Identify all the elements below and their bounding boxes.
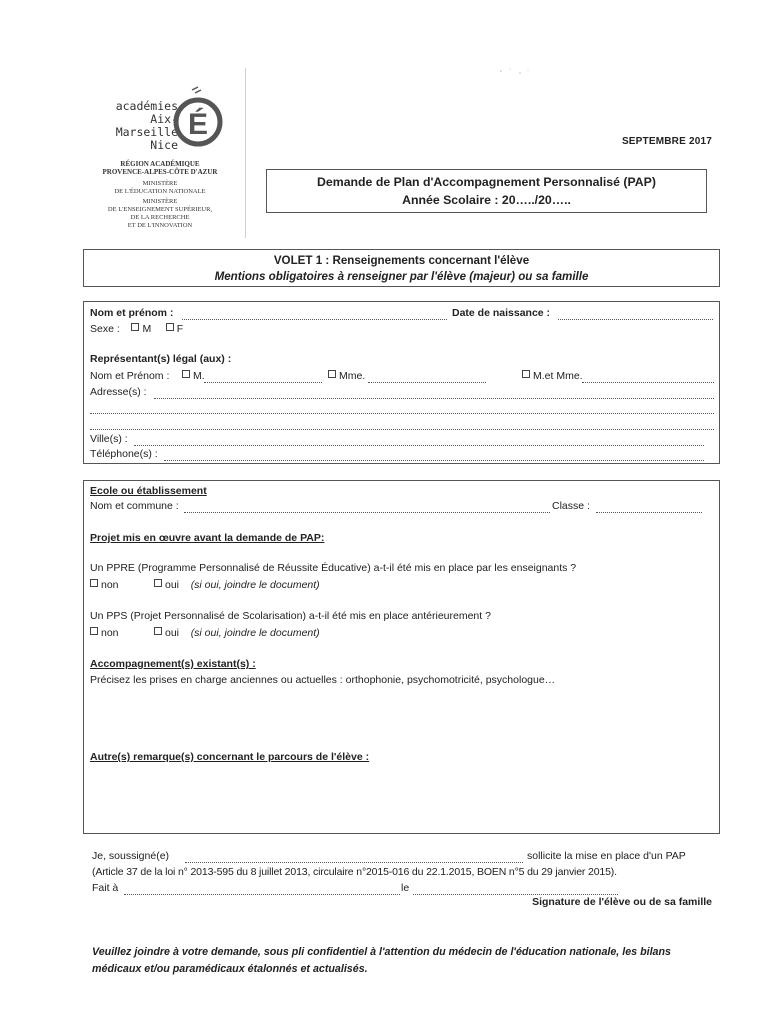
document-title: Demande de Plan d'Accompagnement Personnalisé (PAP) xyxy=(317,175,656,189)
school-section xyxy=(83,480,720,834)
remarks-answer-area[interactable] xyxy=(90,769,710,827)
support-text: Précisez les prises en charge anciennes ou actuelles : orthophonie, psychomotricité, psychologue… xyxy=(90,674,556,686)
ppre-yes-checkbox[interactable] xyxy=(154,579,162,587)
rep-mme-label: Mme. xyxy=(339,370,366,382)
sex-m-checkbox[interactable] xyxy=(131,323,139,331)
rep-mm-checkbox[interactable] xyxy=(522,370,530,378)
sex-f-checkbox[interactable] xyxy=(166,323,174,331)
phone-field[interactable] xyxy=(164,460,704,461)
address-label: Adresse(s) : xyxy=(90,386,147,398)
title-box xyxy=(266,169,707,213)
city-field[interactable] xyxy=(134,445,704,446)
rep-mm-field[interactable] xyxy=(582,382,714,383)
legal-reference: (Article 37 de la loi n° 2013-595 du 8 juillet 2013, circulaire n°2015-016 du 22.1.2015, BOEN n°5 du 29 janvier 2015). xyxy=(92,866,617,878)
volet-subtitle: Mentions obligatoires à renseigner par l'élève (majeur) ou sa famille xyxy=(214,270,589,283)
city-label: Ville(s) : xyxy=(90,433,128,445)
ministry-line-3: MINISTÈRE xyxy=(142,198,178,205)
logo-line-3: Nice xyxy=(150,138,178,152)
volet-header xyxy=(83,249,720,287)
signer-name-field[interactable] xyxy=(185,862,523,863)
projects-heading: Projet mis en œuvre avant la demande de PAP: xyxy=(90,532,325,544)
student-info-section xyxy=(83,301,720,464)
school-year: Année Scolaire : 20…../20….. xyxy=(402,193,571,207)
rep-mme-checkbox[interactable] xyxy=(328,370,336,378)
ppre-yes-label: oui xyxy=(165,579,180,591)
ppre-question: Un PPRE (Programme Personnalisé de Réussite Éducative) a-t-il été mis en place par les enseignants ? xyxy=(90,562,577,574)
support-answer-area[interactable] xyxy=(90,691,710,746)
rep-m-label: M. xyxy=(193,370,205,382)
address-field-3[interactable] xyxy=(90,429,714,430)
place-field[interactable] xyxy=(124,894,400,895)
phone-label: Téléphone(s) : xyxy=(90,448,158,460)
rep-m-checkbox[interactable] xyxy=(182,370,190,378)
rep-mm-label: M.et Mme. xyxy=(533,370,583,382)
ppre-yes-option xyxy=(154,579,320,591)
declaration-start: Je, soussigné(e) xyxy=(92,850,170,862)
place-label: Fait à xyxy=(92,882,119,894)
ppre-answers xyxy=(90,579,119,591)
rep-name-label: Nom et Prénom : xyxy=(90,370,170,382)
school-heading: Ecole ou établissement xyxy=(90,485,207,497)
rep-mme-field[interactable] xyxy=(368,382,486,383)
name-field[interactable] xyxy=(182,319,447,320)
rep-mme-option xyxy=(328,370,365,382)
pps-no-label: non xyxy=(101,627,119,639)
declaration-end: sollicite la mise en place d'un PAP xyxy=(527,850,686,862)
address-field-2[interactable] xyxy=(90,413,714,414)
rep-heading: Représentant(s) légal (aux) : xyxy=(90,353,232,365)
commune-field[interactable] xyxy=(184,512,550,513)
class-field[interactable] xyxy=(596,512,702,513)
remarks-heading: Autre(s) remarque(s) concernant le parcours de l'élève : xyxy=(90,751,370,763)
date-label: le xyxy=(401,882,410,894)
birth-field[interactable] xyxy=(558,319,713,320)
rep-m-option xyxy=(182,370,205,382)
ppre-no-label: non xyxy=(101,579,119,591)
region-line-2: PROVENCE-ALPES-CÔTE D'AZUR xyxy=(102,168,218,176)
pps-yes-label: oui xyxy=(165,627,180,639)
ministry-block xyxy=(80,160,240,230)
date-field[interactable] xyxy=(413,894,618,895)
pps-answers xyxy=(90,627,119,639)
class-label: Classe : xyxy=(552,500,590,512)
ppre-no-checkbox[interactable] xyxy=(90,579,98,587)
support-heading: Accompagnement(s) existant(s) : xyxy=(90,658,256,670)
rep-mm-option xyxy=(522,370,583,382)
volet-title: VOLET 1 : Renseignements concernant l'élève xyxy=(273,254,530,267)
sex-m-label: M xyxy=(142,323,152,335)
svg-text:É: É xyxy=(187,108,209,141)
address-field-1[interactable] xyxy=(154,398,714,399)
commune-label: Nom et commune : xyxy=(90,500,179,512)
sex-row xyxy=(90,323,183,335)
ministry-line-2: DE L'ÉDUCATION NATIONALE xyxy=(114,188,206,195)
pps-yes-option xyxy=(154,627,320,639)
scan-speck xyxy=(498,66,534,76)
birth-label: Date de naissance : xyxy=(452,307,551,319)
confidential-notice: Veuillez joindre à votre demande, sous pli confidentiel à l'attention du médecin de l'éducation nationale, les bilans médicaux et/ou paramédicaux étalonnés et actualisés. xyxy=(92,946,671,975)
ministry-line-6: ET DE L'INNOVATION xyxy=(127,222,193,229)
header-divider xyxy=(245,68,246,238)
document-date: SEPTEMBRE 2017 xyxy=(621,136,712,147)
sex-f-label: F xyxy=(176,323,184,335)
region-line-1: RÉGION ACADÉMIQUE xyxy=(120,160,200,168)
signature-label: Signature de l'élève ou de sa famille xyxy=(532,896,712,908)
pps-question: Un PPS (Projet Personnalisé de Scolarisation) a-t-il été mis en place antérieurement ? xyxy=(90,610,491,622)
pps-no-checkbox[interactable] xyxy=(90,627,98,635)
pps-yes-checkbox[interactable] xyxy=(154,627,162,635)
logo-line-1: académies xyxy=(115,99,178,113)
sex-label: Sexe : xyxy=(90,323,120,335)
e-emblem-icon xyxy=(168,86,224,148)
name-label: Nom et prénom : xyxy=(90,307,174,319)
academy-logo xyxy=(100,80,230,160)
ministry-line-1: MINISTÈRE xyxy=(142,180,178,187)
rep-m-field[interactable] xyxy=(204,382,322,383)
ministry-line-5: DE LA RECHERCHE xyxy=(130,214,190,221)
pps-join-note: (si oui, joindre le document) xyxy=(190,627,320,639)
ppre-join-note: (si oui, joindre le document) xyxy=(190,579,320,591)
ministry-line-4: DE L'ENSEIGNEMENT SUPÉRIEUR, xyxy=(107,206,213,213)
logo-line-2: Aix-Marseille xyxy=(115,112,178,139)
